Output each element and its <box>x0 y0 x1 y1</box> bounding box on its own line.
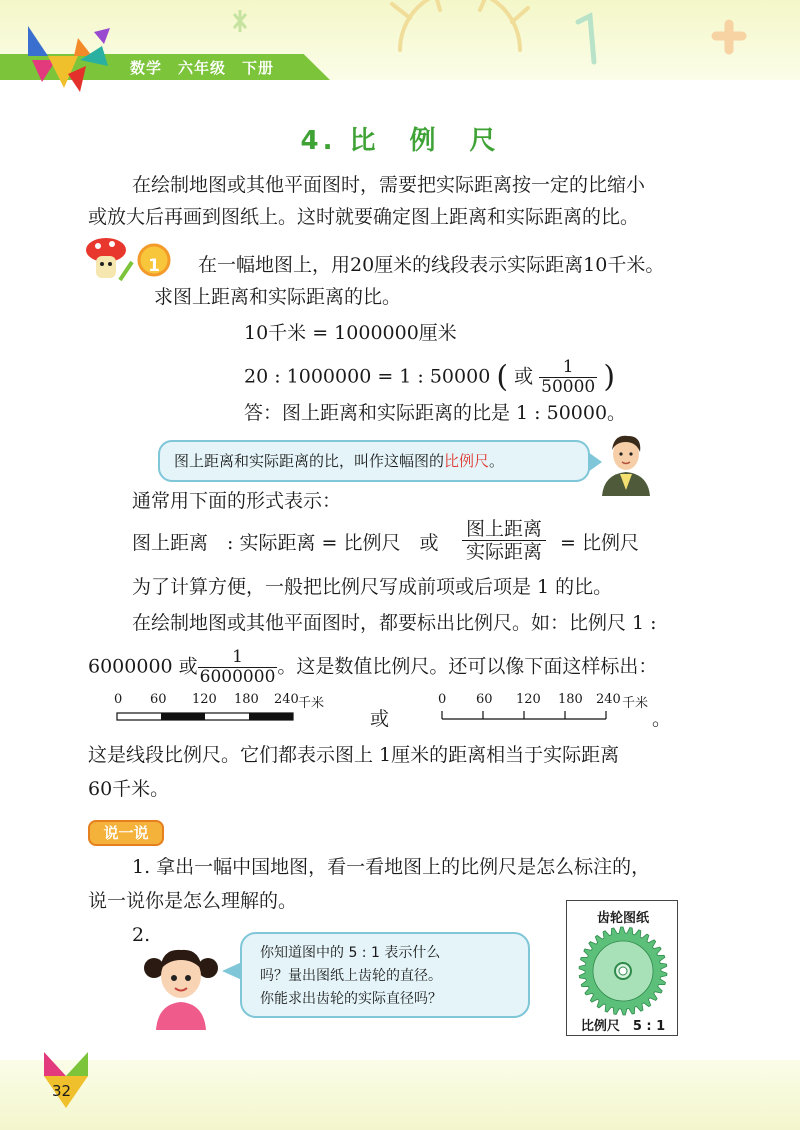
body-paragraph-1: 为了计算方便，一般把比例尺写成前项或后项是 1 的比。 <box>132 576 613 598</box>
body-paragraph-3a: 这是线段比例尺。它们都表示图上 1厘米的距离相当于实际距离 <box>88 744 620 766</box>
calc-line-1: 10千米 = 1000000厘米 <box>244 322 457 344</box>
form-intro: 通常用下面的形式表示： <box>132 490 342 512</box>
calc-ratio: 20 : 1000000 = 1 : 50000 <box>244 365 491 388</box>
gear-title: 齿轮图纸 <box>596 911 649 926</box>
scale-or: 或 <box>370 708 390 730</box>
intro-line-2: 或放大后再画到图纸上。这时就要确定图上距离和实际距离的比。 <box>88 206 640 228</box>
gear-drawing <box>566 900 678 1036</box>
form-fraction-denominator: 实际距离 <box>462 540 546 563</box>
footer-background <box>0 1060 800 1130</box>
scale-period: 。 <box>652 708 672 730</box>
body-paragraph-2b: 6000000 或 $\frac{1}{6000000}$ 。这是数值比例尺。还可以像下面这样标出： <box>88 647 658 687</box>
line-scale-bar-filled: 0 60 120 180 240 千米 <box>114 692 354 726</box>
paren-close: ) <box>603 359 616 395</box>
sparkle-icon <box>234 10 246 32</box>
teacher-avatar-icon <box>596 430 656 496</box>
paren-open: ( <box>496 359 509 395</box>
bubble2-tail <box>222 962 242 980</box>
discuss-question-1b: 说一说你是怎么理解的。 <box>88 890 298 912</box>
tangram-logo-icon <box>28 26 118 96</box>
gear-icon <box>577 925 669 1017</box>
bubble2-line-1: 你知道图中的 5 : 1 表示什么 <box>260 945 441 961</box>
bubble2-line-3: 你能求出齿轮的实际直径吗？ <box>260 991 442 1007</box>
body-paragraph-3b: 60千米。 <box>88 778 170 800</box>
example-number: 1 <box>148 256 160 276</box>
calc-or: 或 <box>514 365 534 388</box>
page-number: 32 <box>52 1082 72 1100</box>
girl-avatar-icon <box>144 938 218 1030</box>
one-sketch-icon <box>578 16 594 62</box>
line-scale-bar-ticks: 0 60 120 180 240 千米 <box>438 692 649 711</box>
header-subject: 数学 六年级 下册 <box>130 59 275 77</box>
definition-bubble: 图上距离和实际距离的比，叫作这幅图的比例尺。 <box>158 440 590 482</box>
scale-term: 比例尺 <box>444 452 490 470</box>
example-line-2: 求图上距离和实际距离的比。 <box>154 286 402 308</box>
answer-line: 答：图上距离和实际距离的比是 1 : 50000。 <box>244 402 627 424</box>
plus-sketch-icon <box>716 24 742 50</box>
question-bubble <box>240 932 530 1018</box>
gear-scale-label: 比例尺 5 : 1 <box>580 1019 666 1034</box>
discuss-question-1a: 1. 拿出一幅中国地图，看一看地图上的比例尺是怎么标注的， <box>132 856 651 878</box>
sun-sketch-icon <box>392 0 528 50</box>
bubble2-line-2: 吗？量出图纸上齿轮的直径。 <box>260 968 442 984</box>
example-line-1: 在一幅地图上，用20厘米的线段表示实际距离10千米。 <box>198 254 665 276</box>
body-paragraph-2a: 在绘制地图或其他平面图时，都要标出比例尺。如：比例尺 1 : <box>132 612 657 634</box>
gear-hole <box>619 967 627 975</box>
form-fraction-numerator: 图上距离 <box>466 518 543 540</box>
discuss-badge: 说一说 <box>88 820 164 846</box>
numeric-scale-fraction: $\frac{1}{6000000}$ <box>199 647 276 687</box>
form-right: = 比例尺 <box>560 532 639 554</box>
calc-fraction: $\frac{1}{50000}$ <box>541 357 596 397</box>
intro-line-1: 在绘制地图或其他平面图时，需要把实际距离按一定的比缩小 <box>132 174 646 196</box>
form-left: 图上距离 : 实际距离 = 比例尺 或 <box>132 532 439 554</box>
discuss-question-2: 2. <box>132 924 151 946</box>
calc-line-2 <box>244 358 615 397</box>
page-title: 4. 比 例 尺 <box>300 126 500 156</box>
form-fraction <box>462 518 546 563</box>
